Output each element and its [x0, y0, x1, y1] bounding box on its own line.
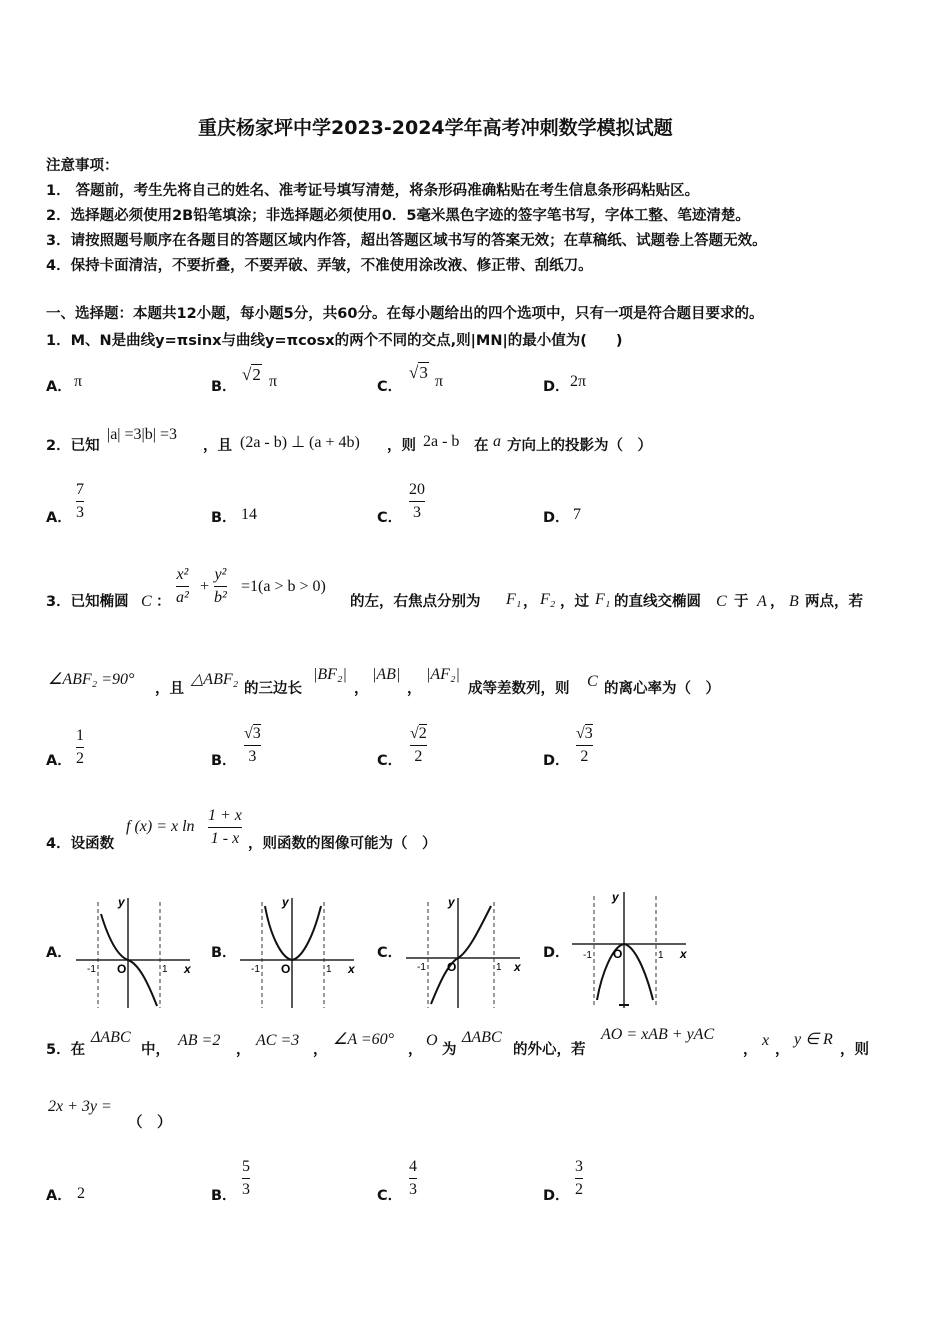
svg-text:-1: -1 — [417, 962, 426, 973]
svg-text:-1: -1 — [251, 964, 260, 975]
q4-text-2: ，则函数的图像可能为（ ） — [248, 836, 437, 852]
q1-option-d: 2π — [570, 373, 587, 390]
q3-math-c2: C — [716, 593, 727, 610]
q2-text-2: ，且 — [203, 438, 232, 454]
q3-text-3: ，过 — [560, 594, 589, 610]
svg-text:1: 1 — [162, 964, 168, 975]
q2-math-1: |a| =3|b| =3 — [107, 426, 177, 443]
q3-l2-math-1: ∠ABF₂ =90° — [48, 671, 135, 688]
q4-label-c: C． — [377, 945, 403, 961]
q3-label-a: A． — [46, 753, 72, 769]
svg-text:x: x — [680, 947, 687, 961]
q1-option-a: π — [74, 373, 83, 390]
q3-option-c: √2 2 — [410, 725, 427, 765]
q5-sep-5: ， — [775, 1042, 790, 1058]
q3-l2-math-4: |AB| — [372, 666, 401, 683]
q5-text-4: 的外心，若 — [513, 1042, 586, 1058]
q2-option-d: 7 — [573, 506, 581, 523]
q4-text-1: 4．设函数 — [46, 836, 115, 852]
q5-sep-3: ， — [408, 1042, 423, 1058]
q3-plus: + — [200, 578, 210, 595]
q5-text-3: 为 — [442, 1042, 457, 1058]
q1-option-b-sqrt: √2 — [242, 365, 261, 384]
q5-label-d: D． — [543, 1188, 570, 1204]
q3-l2-math-6: C — [587, 673, 598, 690]
q1-option-c-suffix: π — [435, 373, 444, 390]
q2-label-b: B． — [211, 510, 237, 526]
q3-math-f1: F₁ — [506, 591, 522, 608]
q5-text-1: 5．在 — [46, 1042, 86, 1058]
q5-math-7: AO = xAB + yAC — [601, 1026, 715, 1043]
q3-label-d: D． — [543, 753, 570, 769]
notice-heading: 注意事项： — [46, 158, 119, 174]
q3-math-c: C — [141, 593, 152, 610]
svg-text:-1: -1 — [583, 950, 592, 961]
q5-text-2: 中， — [141, 1042, 170, 1058]
q3-text-4: 的直线交椭圆 — [614, 594, 701, 610]
q2-text-3: ，则 — [387, 438, 416, 454]
q5-option-d: 3 2 — [575, 1158, 583, 1198]
q3-math-f1b: F₁ — [595, 591, 611, 608]
q5-sep-4: ， — [743, 1042, 758, 1058]
q2-option-c: 20 3 — [409, 481, 425, 521]
q1-label-d: D． — [543, 379, 570, 395]
notice-item-4: 4．保持卡面清洁，不要折叠，不要弄破、弄皱，不准使用涂改液、修正带、刮纸刀。 — [46, 258, 593, 274]
q3-text-6: 两点，若 — [805, 594, 863, 610]
q3-sep-2: ， — [770, 594, 785, 610]
q5-sep-1: ， — [236, 1042, 251, 1058]
q3-l2-sep-1: ， — [354, 681, 369, 697]
q3-l2-text-3: 成等差数列，则 — [468, 681, 570, 697]
q4-graph-c — [402, 892, 532, 1010]
q3-option-a: 1 2 — [76, 727, 84, 767]
q5-l2-math: 2x + 3y = — [48, 1098, 112, 1115]
q3-l2-math-5: |AF₂| — [426, 666, 460, 683]
svg-text:y: y — [118, 895, 125, 909]
q2-math-3: 2a - b — [423, 433, 460, 450]
q1-label-a: A． — [46, 379, 72, 395]
q5-math-3: AC =3 — [256, 1032, 300, 1049]
notice-item-3: 3．请按照题号顺序在各题目的答题区域内作答，超出答题区域书写的答案无效；在草稿纸、试题卷上答题无效。 — [46, 233, 767, 249]
q3-l2-text-4: 的离心率为（ ） — [604, 681, 720, 697]
q5-math-5: O — [426, 1032, 438, 1049]
q3-l2-sep-2: ， — [407, 681, 422, 697]
q3-l2-math-2: △ABF₂ — [191, 671, 239, 688]
q2-label-a: A． — [46, 510, 72, 526]
svg-text:O: O — [117, 962, 127, 976]
q3-math-f2: F₂ — [540, 591, 556, 608]
q4-graph-d — [568, 888, 698, 1010]
q5-sep-2: ， — [313, 1042, 328, 1058]
svg-text:y: y — [282, 895, 289, 909]
q2-text-4: 在 — [474, 438, 489, 454]
q4-math-1: f (x) = x ln — [126, 818, 195, 835]
section-heading: 一、选择题：本题共12小题，每小题5分，共60分。在每小题给出的四个选项中，只有一项是符合题目要求的。 — [46, 306, 764, 322]
q5-option-b: 5 3 — [242, 1158, 250, 1198]
q3-math-b: B — [789, 593, 799, 610]
q4-label-d: D． — [543, 945, 570, 961]
q5-option-c: 4 3 — [409, 1158, 417, 1198]
q3-text-2: 的左，右焦点分别为 — [350, 594, 481, 610]
q2-option-a: 7 3 — [76, 481, 84, 521]
q3-eq: =1(a > b > 0) — [241, 578, 326, 595]
q3-text-5: 于 — [734, 594, 749, 610]
q2-math-2: (2a - b) ⊥ (a + 4b) — [240, 434, 360, 451]
svg-text:y: y — [448, 895, 455, 909]
q5-label-a: A． — [46, 1188, 72, 1204]
svg-text:y: y — [612, 890, 619, 904]
q3-text-1: 3．已知椭圆 — [46, 594, 129, 610]
q3-option-b: √3 3 — [244, 725, 261, 765]
q2-label-c: C． — [377, 510, 403, 526]
q4-frac: 1 + x 1 - x — [208, 807, 242, 847]
q5-math-9: y ∈ R — [794, 1031, 833, 1048]
q5-math-4: ∠A =60° — [333, 1031, 395, 1048]
q5-label-b: B． — [211, 1188, 237, 1204]
q3-math-a: A — [757, 593, 767, 610]
svg-text:x: x — [184, 962, 191, 976]
svg-text:-1: -1 — [87, 964, 96, 975]
svg-text:O: O — [447, 960, 457, 974]
q5-label-c: C． — [377, 1188, 403, 1204]
q3-label-c: C． — [377, 753, 403, 769]
q1-option-c-sqrt: √3 — [409, 363, 428, 382]
svg-text:O: O — [281, 962, 291, 976]
q3-l2-text-2: 的三边长 — [244, 681, 302, 697]
page-title: 重庆杨家坪中学2023-2024学年高考冲刺数学模拟试题 — [198, 117, 673, 139]
q3-sep-1: ， — [523, 594, 538, 610]
q1-stem: 1．M、N是曲线y=πsinx与曲线y=πcosx的两个不同的交点,则|MN|的最小值为( ) — [46, 333, 623, 349]
q3-l2-text-1: ，且 — [155, 681, 184, 697]
q2-label-d: D． — [543, 510, 570, 526]
q2-math-4: a — [493, 433, 501, 450]
svg-text:1: 1 — [326, 964, 332, 975]
q1-label-b: B． — [211, 379, 237, 395]
q4-label-a: A． — [46, 945, 72, 961]
q2-text-5: 方向上的投影为（ ） — [507, 438, 652, 454]
svg-text:x: x — [348, 962, 355, 976]
q3-label-b: B． — [211, 753, 237, 769]
q5-l2-text: （ ） — [128, 1115, 172, 1131]
svg-text:1: 1 — [658, 950, 664, 961]
q5-math-1: ΔABC — [91, 1029, 131, 1046]
q5-math-8: x — [762, 1032, 770, 1049]
svg-text:x: x — [514, 960, 521, 974]
q1-label-c: C． — [377, 379, 403, 395]
q5-option-a: 2 — [77, 1185, 85, 1202]
svg-text:O: O — [613, 947, 623, 961]
q3-frac-x: x² a² — [176, 566, 189, 606]
q5-math-2: AB =2 — [178, 1032, 221, 1049]
q5-text-5: ，则 — [840, 1042, 869, 1058]
q4-label-b: B． — [211, 945, 237, 961]
q2-option-b: 14 — [241, 506, 257, 523]
svg-text:1: 1 — [496, 962, 502, 973]
q4-graph-b — [236, 892, 366, 1010]
q5-math-6: ΔABC — [462, 1029, 502, 1046]
q3-frac-y: y² b² — [214, 566, 227, 606]
notice-item-2: 2．选择题必须使用2B铅笔填涂；非选择题必须使用0．5毫米黑色字迹的签字笔书写，字体工整、笔迹清楚。 — [46, 208, 750, 224]
q4-graph-a — [72, 892, 202, 1010]
q3-option-d: √3 2 — [576, 725, 593, 765]
q3-colon: ： — [156, 594, 171, 610]
notice-item-1: 1． 答题前，考生先将自己的姓名、准考证号填写清楚，将条形码准确粘贴在考生信息条形码粘贴区。 — [46, 183, 700, 199]
q2-text-1: 2．已知 — [46, 438, 100, 454]
q1-option-b-suffix: π — [269, 373, 278, 390]
q3-l2-math-3: |BF₂| — [313, 666, 347, 683]
